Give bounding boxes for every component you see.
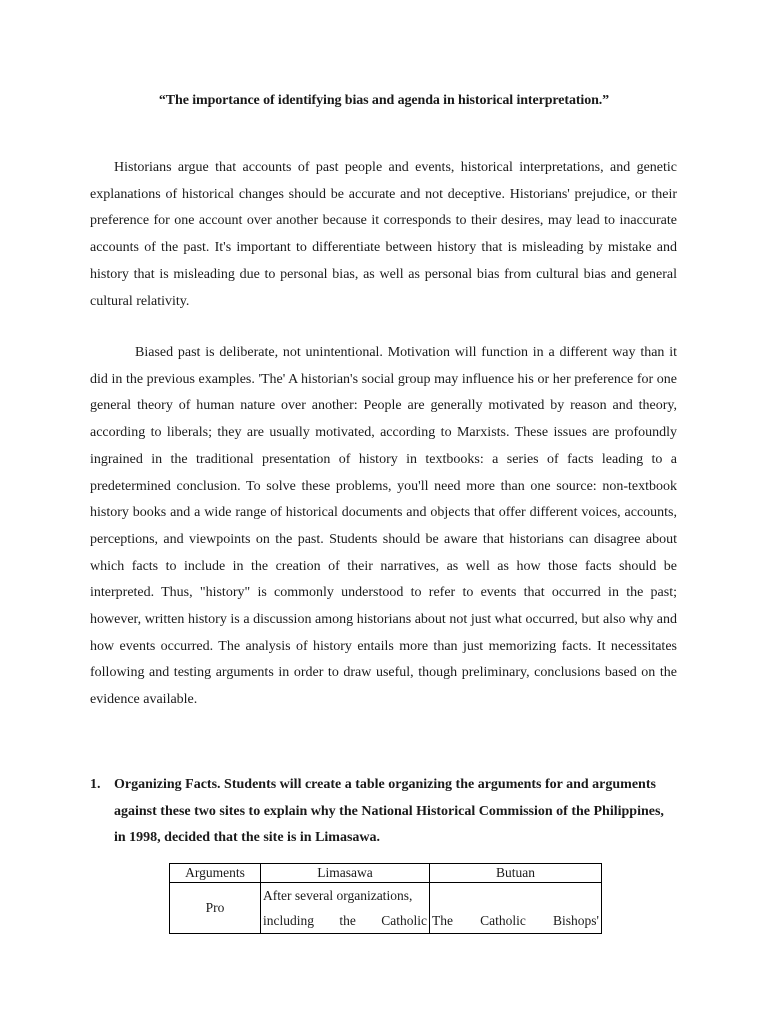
table-row <box>170 883 602 934</box>
arguments-table <box>169 863 602 934</box>
body-paragraph: Historians argue that accounts of past people and events, historical interpretations, and genetic explanations of historical changes should be accurate and not deceptive. Historians' prejudice, or their preference for one account over another because it corresponds to their desires, may lead to inaccurate accounts of the past. It's important to differentiate between history that is misleading by mistake and history that is misleading due to personal bias, as well as personal bias from cultural bias and general cultural relativity. <box>90 160 677 309</box>
page-title: “The importance of identifying bias and agenda in historical interpretation.” <box>158 93 610 108</box>
cell-line <box>263 908 427 933</box>
cell-word: Bishops' <box>553 913 599 928</box>
task-text: Organizing Facts. Students will create a table organizing the arguments for and arguments against these two sites to explain why the National Historical Commission of the Philippines, in 1998, decided that the site is in Limasawa. <box>114 777 664 846</box>
cell-word: the <box>339 913 356 928</box>
table-cell <box>261 883 430 934</box>
table-header: Butuan <box>430 864 602 883</box>
cell-word: Catholic <box>381 913 427 928</box>
cell-word: Catholic <box>480 913 526 928</box>
table-header-row <box>170 864 602 883</box>
task-item <box>90 772 677 852</box>
task-number: 1. <box>90 777 101 792</box>
row-label: Pro <box>170 883 261 934</box>
cell-line <box>432 908 599 933</box>
cell-word: including <box>263 913 314 928</box>
table-header: Limasawa <box>261 864 430 883</box>
body-paragraph: Biased past is deliberate, not unintentional. Motivation will function in a different way than it did in the previous examples. 'The' A historian's social group may influence his or her preference for one general theory of human nature over another: People are generally motivated by reason and theory, according to liberals; they are usually motivated, according to Marxists. These issues are profoundly ingrained in the traditional presentation of history in textbooks: a series of facts leading to a predetermined conclusion. To solve these problems, you'll need more than one source: non-textbook history books and a wide range of historical documents and objects that offer different voices, accounts, perceptions, and viewpoints on the past. Students should be aware that historians can disagree about which facts to include in the creation of their narratives, as well as how those facts should be interpreted. Thus, "history" is commonly understood to refer to events that occurred in the past; however, written history is a discussion among historians about not just what occurred, but also why and how events occurred. The analysis of history entails more than just memorizing facts. It necessitates following and testing arguments in order to draw useful, though preliminary, conclusions based on the evidence available. <box>90 345 677 708</box>
table-header: Arguments <box>170 864 261 883</box>
table-cell <box>430 883 602 934</box>
cell-word: The <box>432 913 453 928</box>
cell-line: After several organizations, <box>263 888 413 903</box>
